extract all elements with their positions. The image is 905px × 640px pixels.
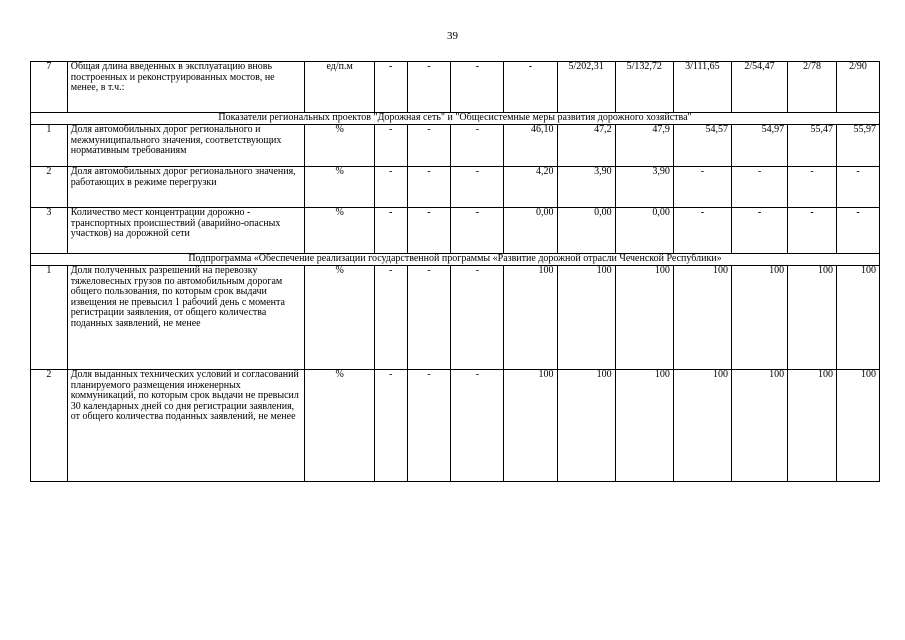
value-cell: 100 (615, 266, 673, 370)
table-row (31, 370, 880, 482)
value-cell: - (407, 125, 451, 167)
value-cell: 100 (837, 266, 880, 370)
value-cell: - (407, 370, 451, 482)
value-cell: - (374, 62, 407, 113)
value-cell: 46,10 (504, 125, 557, 167)
value-cell: 55,97 (837, 125, 880, 167)
value-cell: 100 (673, 370, 731, 482)
value-cell: 100 (557, 370, 615, 482)
indicator-name: Доля полученных разрешений на перевозку тяжеловесных грузов по автомобильным дорогам общего пользования, по которым срок выдачи извещения не превысил 1 рабочий день с момента регистрации заявления, от общего количества поданных заявлений, не менее (67, 266, 305, 370)
value-cell: 100 (788, 266, 837, 370)
value-cell: - (788, 208, 837, 254)
unit-cell: % (305, 167, 374, 208)
value-cell: - (374, 370, 407, 482)
section-header-row (31, 113, 880, 125)
value-cell: 47,9 (615, 125, 673, 167)
value-cell: - (504, 62, 557, 113)
indicator-name: Общая длина введенных в эксплуатацию вновь построенных и реконструированных мостов, не менее, в т.ч.: (67, 62, 305, 113)
value-cell: 47,2 (557, 125, 615, 167)
section-header-row (31, 254, 880, 266)
table-row (31, 167, 880, 208)
value-cell: 55,47 (788, 125, 837, 167)
value-cell: - (374, 125, 407, 167)
value-cell: - (451, 370, 504, 482)
row-number: 7 (31, 62, 68, 113)
value-cell: 100 (673, 266, 731, 370)
value-cell: 0,00 (615, 208, 673, 254)
value-cell: 5/132,72 (615, 62, 673, 113)
value-cell: - (837, 208, 880, 254)
value-cell: 100 (504, 266, 557, 370)
value-cell: - (407, 62, 451, 113)
value-cell: - (451, 125, 504, 167)
value-cell: 100 (557, 266, 615, 370)
value-cell: - (788, 167, 837, 208)
row-number: 1 (31, 266, 68, 370)
unit-cell: ед/п.м (305, 62, 374, 113)
value-cell: 100 (731, 370, 787, 482)
row-number: 3 (31, 208, 68, 254)
value-cell: - (407, 167, 451, 208)
value-cell: 3/111,65 (673, 62, 731, 113)
value-cell: - (451, 167, 504, 208)
value-cell: 3,90 (557, 167, 615, 208)
value-cell: 100 (788, 370, 837, 482)
value-cell: - (731, 167, 787, 208)
row-number: 2 (31, 167, 68, 208)
table-row (31, 208, 880, 254)
table-row (31, 62, 880, 113)
value-cell: - (374, 266, 407, 370)
indicator-name: Количество мест концентрации дорожно - транспортных происшествий (аварийно-опасных участков) на дорожной сети (67, 208, 305, 254)
value-cell: - (673, 167, 731, 208)
value-cell: 2/78 (788, 62, 837, 113)
unit-cell: % (305, 266, 374, 370)
value-cell: 100 (615, 370, 673, 482)
row-number: 2 (31, 370, 68, 482)
unit-cell: % (305, 208, 374, 254)
page-number: 39 (447, 30, 458, 42)
value-cell: - (673, 208, 731, 254)
value-cell: - (451, 62, 504, 113)
row-number: 1 (31, 125, 68, 167)
value-cell: 4,20 (504, 167, 557, 208)
value-cell: - (731, 208, 787, 254)
value-cell: 3,90 (615, 167, 673, 208)
value-cell: 100 (837, 370, 880, 482)
section-title: Показатели региональных проектов "Дорожная сеть" и "Общесистемные меры развития дорожного хозяйства" (31, 113, 880, 125)
value-cell: 100 (731, 266, 787, 370)
value-cell: - (451, 266, 504, 370)
value-cell: - (407, 208, 451, 254)
value-cell: 100 (504, 370, 557, 482)
unit-cell: % (305, 125, 374, 167)
value-cell: 5/202,31 (557, 62, 615, 113)
value-cell: - (374, 167, 407, 208)
indicator-name: Доля выданных технических условий и согласований планируемого размещения инженерных коммуникаций, по которым срок выдачи не превысил 30 календарных дней со дня регистрации заявления, от общего количества поданных заявлений, не менее (67, 370, 305, 482)
table-row (31, 125, 880, 167)
unit-cell: % (305, 370, 374, 482)
section-title: Подпрограмма «Обеспечение реализации государственной программы «Развитие дорожной отрасли Чеченской Республики» (31, 254, 880, 266)
indicators-table (30, 61, 880, 482)
indicator-name: Доля автомобильных дорог регионального значения, работающих в режиме перегрузки (67, 167, 305, 208)
indicator-name: Доля автомобильных дорог регионального и межмуниципального значения, соответствующих нормативным требованиям (67, 125, 305, 167)
value-cell: 0,00 (557, 208, 615, 254)
value-cell: - (407, 266, 451, 370)
value-cell: 2/54,47 (731, 62, 787, 113)
value-cell: 2/90 (837, 62, 880, 113)
value-cell: - (451, 208, 504, 254)
table-row (31, 266, 880, 370)
value-cell: 54,97 (731, 125, 787, 167)
value-cell: 0,00 (504, 208, 557, 254)
value-cell: - (374, 208, 407, 254)
value-cell: 54,57 (673, 125, 731, 167)
value-cell: - (837, 167, 880, 208)
